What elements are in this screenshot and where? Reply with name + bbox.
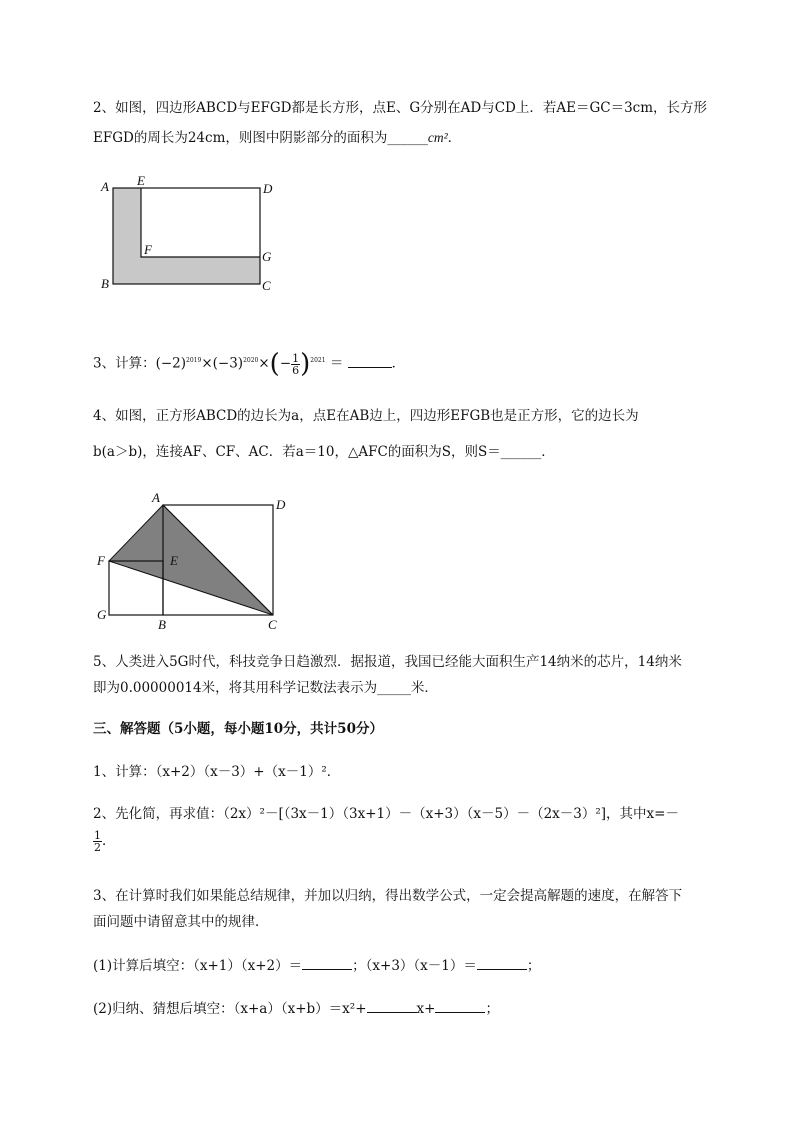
q2-label-d: D <box>263 181 273 196</box>
q4-label-d: D <box>276 497 286 512</box>
q4-label-b: B <box>158 617 166 632</box>
q2-end: ． <box>447 130 462 146</box>
s3-part1-b: ；（x+3）（x－1）＝ <box>352 958 477 974</box>
q5-line1: 5、人类进入5G时代，科技竞争日趋激烈．据报道，我国已经能大面积生产14纳米的芯片，14纳米 <box>93 654 682 670</box>
q3-end: ． <box>391 355 406 372</box>
q2-label-a: A <box>101 179 109 194</box>
q2-figure <box>95 172 285 297</box>
s3-part1-a: (1)计算后填空：（x+1）（x+2）＝ <box>93 958 303 974</box>
s2-line2 <box>93 830 116 853</box>
q3-fraction <box>291 353 300 376</box>
q3-exp3: 2021 <box>310 357 326 364</box>
q3-exp2: 2020 <box>243 357 259 364</box>
q3-exp1: 2019 <box>186 357 202 364</box>
s2-frac-num: 1 <box>94 829 101 842</box>
q3-answer-blank[interactable] <box>348 353 392 368</box>
q4-label-g: G <box>97 607 107 622</box>
q2-label-f: F <box>144 242 152 257</box>
q4-line2: b(a＞b)，连接AF、CF、AC．若a＝10，△AFC的面积为S，则S＝______． <box>93 444 555 460</box>
s3-part2-blank2[interactable] <box>435 998 485 1013</box>
q3-times1: × <box>201 355 213 372</box>
q4-line1: 4、如图，正方形ABCD的边长为a，点E在AB边上，四边形EFGB也是正方形，它的边长为 <box>93 408 639 424</box>
s3-part1-c: ； <box>526 958 541 974</box>
q3-frac-den: 6 <box>292 363 300 377</box>
q2-line1: 2、如图，四边形ABCD与EFGD都是长方形，点E、G分别在AD与CD上．若AE＝GC＝3cm，长方形 <box>93 100 708 116</box>
q2-label-b: B <box>101 276 109 291</box>
q4-figure <box>95 488 295 633</box>
s3-part1-blank1[interactable] <box>302 955 352 970</box>
s1-text: 1、计算：（x+2）（x－3）+（x－1）²． <box>93 764 341 780</box>
q3-base1: (−2) <box>155 355 187 372</box>
s3-part2-b: x+ <box>416 1001 436 1017</box>
q3-prefix: 3、计算： <box>93 355 156 372</box>
q3-frac-num: 1 <box>292 351 300 365</box>
q3-times2: × <box>258 355 270 372</box>
s3-part2-blank1[interactable] <box>367 998 417 1013</box>
q3-equals: ＝ <box>329 355 344 372</box>
section3-title: 三、解答题（5小题，每小题10分，共计50分） <box>93 721 383 737</box>
q2-label-c: C <box>262 278 271 293</box>
q2-unit: cm² <box>427 130 448 145</box>
q4-label-f: F <box>97 553 105 568</box>
s2-frac-den: 2 <box>94 841 101 854</box>
q3-line: 3、计算：$(-2)^{2019}\times(-3)^{2020}\times(-$ $\frac{1}{6}$ )$^{2021}$ ＝ ． <box>93 349 406 379</box>
q2-shaded-region <box>113 188 260 284</box>
s3-line2: 面问题中请留意其中的规律． <box>93 914 269 930</box>
s3-part2-a: (2)归纳、猜想后填空：（x+a）（x+b）＝x²+ <box>93 1001 367 1017</box>
q4-label-e: E <box>170 553 178 568</box>
s3-part2 <box>93 998 499 1019</box>
s3-part1 <box>93 955 540 976</box>
s2-end: ． <box>102 833 116 849</box>
q2-rect-efgd <box>141 188 260 257</box>
q4-label-c: C <box>268 617 277 632</box>
s3-part1-blank2[interactable] <box>477 955 527 970</box>
s2-line1: 2、先化简，再求值：（2x）²－[（3x－1）（3x+1）－（x+3）（x－5）－（2x－3）²]，其中x=－ <box>93 806 679 822</box>
q2-line2 <box>93 128 461 148</box>
q4-label-a: A <box>152 490 160 505</box>
q4-shaded-triangle-afc <box>109 505 273 615</box>
q2-label-e: E <box>137 173 145 188</box>
s3-part2-c: ； <box>485 1001 499 1017</box>
q3-base2: (−3) <box>212 355 244 372</box>
q2-line2-text: EFGD的周长为24cm，则图中阴影部分的面积为______ <box>93 130 428 146</box>
s2-fraction <box>93 830 102 853</box>
q2-label-g: G <box>262 249 272 264</box>
q5-line2: 即为0.00000014米，将其用科学记数法表示为_____米． <box>93 680 438 696</box>
s3-line1: 3、在计算时我们如果能总结规律，并加以归纳，得出数学公式，一定会提高解题的速度，在解答下 <box>93 888 683 904</box>
